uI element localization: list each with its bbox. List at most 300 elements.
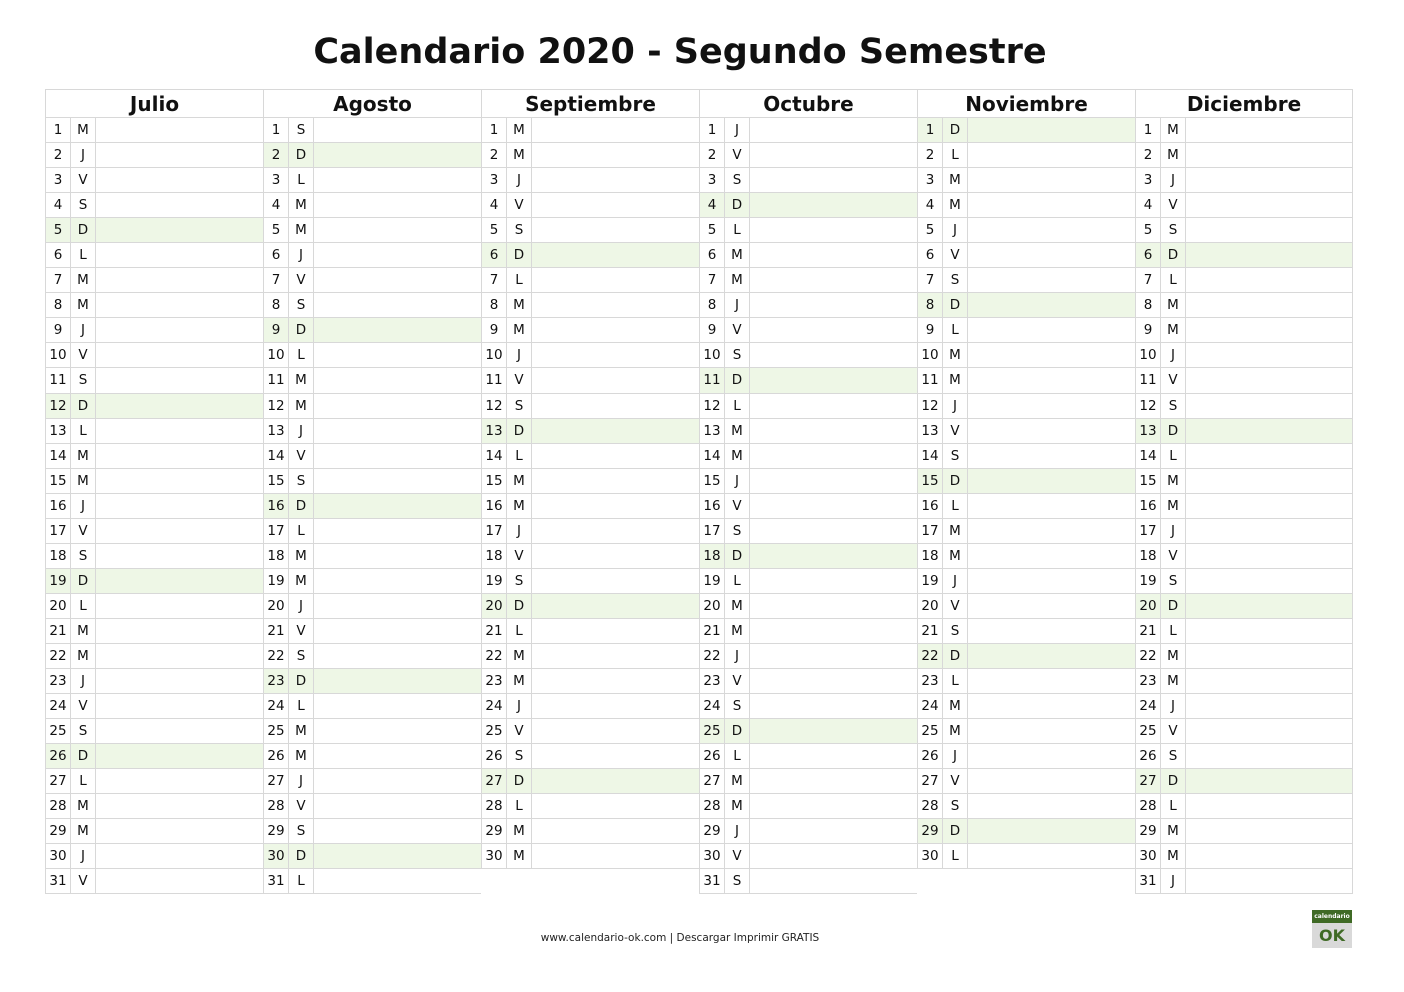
- day-note-cell: [750, 569, 917, 593]
- day-row: [45, 444, 263, 469]
- day-row: [45, 168, 263, 193]
- day-number: 7: [264, 268, 289, 292]
- day-number: 24: [1136, 694, 1161, 718]
- day-row: [263, 494, 481, 519]
- weekday-letter: J: [1161, 694, 1186, 718]
- day-number: 16: [700, 494, 725, 518]
- day-number: 20: [918, 594, 943, 618]
- day-note-cell: [968, 118, 1135, 142]
- weekday-letter: M: [725, 769, 750, 793]
- weekday-letter: V: [507, 544, 532, 568]
- semester-calendar: [45, 89, 1353, 894]
- day-number: 6: [700, 243, 725, 267]
- day-number: 17: [264, 519, 289, 543]
- day-number: 12: [1136, 394, 1161, 418]
- day-number: 3: [264, 168, 289, 192]
- day-number: 4: [264, 193, 289, 217]
- weekday-letter: V: [943, 769, 968, 793]
- weekday-letter: M: [1161, 644, 1186, 668]
- day-row: [699, 368, 917, 393]
- weekday-letter: L: [71, 243, 96, 267]
- day-note-cell: [750, 794, 917, 818]
- day-number: 19: [700, 569, 725, 593]
- day-row: [481, 368, 699, 393]
- weekday-letter: L: [943, 844, 968, 868]
- day-row: [45, 594, 263, 619]
- weekday-letter: V: [289, 444, 314, 468]
- weekday-letter: V: [71, 519, 96, 543]
- day-note-cell: [750, 168, 917, 192]
- month-header: Septiembre: [481, 89, 699, 118]
- day-row: [263, 869, 481, 894]
- day-row: [45, 193, 263, 218]
- weekday-letter: S: [943, 619, 968, 643]
- month-header: Diciembre: [1135, 89, 1353, 118]
- weekday-letter: D: [507, 769, 532, 793]
- day-number: 14: [482, 444, 507, 468]
- weekday-letter: L: [943, 143, 968, 167]
- day-note-cell: [314, 318, 481, 342]
- day-row: [1135, 844, 1353, 869]
- day-row: [1135, 569, 1353, 594]
- day-number: 27: [264, 769, 289, 793]
- day-note-cell: [750, 694, 917, 718]
- day-number: 10: [918, 343, 943, 367]
- day-number: 31: [46, 869, 71, 893]
- weekday-letter: M: [289, 744, 314, 768]
- day-number: 28: [700, 794, 725, 818]
- day-number: 3: [700, 168, 725, 192]
- day-note-cell: [314, 494, 481, 518]
- month-column-septiembre: [481, 89, 699, 894]
- weekday-letter: M: [507, 844, 532, 868]
- weekday-letter: V: [1161, 368, 1186, 392]
- day-row: [481, 243, 699, 268]
- day-row: [481, 719, 699, 744]
- day-row: [263, 368, 481, 393]
- day-note-cell: [314, 644, 481, 668]
- day-row: [699, 694, 917, 719]
- weekday-letter: L: [507, 268, 532, 292]
- day-number: 23: [700, 669, 725, 693]
- weekday-letter: J: [1161, 519, 1186, 543]
- weekday-letter: D: [507, 419, 532, 443]
- weekday-letter: J: [71, 318, 96, 342]
- day-note-cell: [968, 744, 1135, 768]
- day-note-cell: [1186, 744, 1352, 768]
- weekday-letter: L: [725, 394, 750, 418]
- day-row: [1135, 193, 1353, 218]
- weekday-letter: L: [507, 444, 532, 468]
- day-note-cell: [968, 544, 1135, 568]
- day-note-cell: [1186, 569, 1352, 593]
- day-number: 15: [46, 469, 71, 493]
- day-note-cell: [1186, 719, 1352, 743]
- weekday-letter: V: [507, 368, 532, 392]
- day-note-cell: [968, 644, 1135, 668]
- day-number: 24: [918, 694, 943, 718]
- day-number: 19: [918, 569, 943, 593]
- day-note-cell: [532, 168, 699, 192]
- day-number: 7: [482, 268, 507, 292]
- weekday-letter: D: [943, 118, 968, 142]
- day-number: 8: [46, 293, 71, 317]
- day-row: [1135, 744, 1353, 769]
- day-number: 1: [264, 118, 289, 142]
- day-note-cell: [532, 419, 699, 443]
- day-note-cell: [750, 193, 917, 217]
- day-number: 28: [264, 794, 289, 818]
- weekday-letter: L: [1161, 444, 1186, 468]
- day-row: [917, 394, 1135, 419]
- weekday-letter: D: [725, 719, 750, 743]
- day-row: [263, 293, 481, 318]
- day-note-cell: [314, 594, 481, 618]
- day-note-cell: [1186, 343, 1352, 367]
- day-note-cell: [750, 218, 917, 242]
- day-row: [45, 318, 263, 343]
- day-number: 5: [264, 218, 289, 242]
- day-note-cell: [1186, 268, 1352, 292]
- day-number: 15: [918, 469, 943, 493]
- day-number: 2: [700, 143, 725, 167]
- day-note-cell: [968, 444, 1135, 468]
- weekday-letter: D: [943, 644, 968, 668]
- day-number: 17: [1136, 519, 1161, 543]
- day-note-cell: [96, 669, 263, 693]
- day-note-cell: [968, 168, 1135, 192]
- day-row: [45, 368, 263, 393]
- weekday-letter: S: [71, 368, 96, 392]
- day-row: [1135, 168, 1353, 193]
- weekday-letter: L: [725, 218, 750, 242]
- weekday-letter: S: [725, 519, 750, 543]
- day-number: 10: [1136, 343, 1161, 367]
- weekday-letter: L: [71, 419, 96, 443]
- day-note-cell: [1186, 168, 1352, 192]
- day-number: 26: [1136, 744, 1161, 768]
- day-number: 21: [482, 619, 507, 643]
- day-note-cell: [532, 644, 699, 668]
- day-row: [481, 744, 699, 769]
- day-row: [917, 368, 1135, 393]
- weekday-letter: J: [289, 769, 314, 793]
- day-number: 7: [1136, 268, 1161, 292]
- day-note-cell: [96, 544, 263, 568]
- day-row: [481, 619, 699, 644]
- day-note-cell: [968, 594, 1135, 618]
- weekday-letter: J: [71, 494, 96, 518]
- day-number: 22: [46, 644, 71, 668]
- day-note-cell: [1186, 819, 1352, 843]
- weekday-letter: L: [725, 744, 750, 768]
- day-number: 24: [264, 694, 289, 718]
- day-note-cell: [1186, 218, 1352, 242]
- day-number: 16: [918, 494, 943, 518]
- day-number: 26: [918, 744, 943, 768]
- day-number: 30: [482, 844, 507, 868]
- day-number: 1: [918, 118, 943, 142]
- day-row: [1135, 218, 1353, 243]
- weekday-letter: L: [1161, 619, 1186, 643]
- day-number: 9: [482, 318, 507, 342]
- weekday-letter: S: [71, 544, 96, 568]
- day-number: 25: [700, 719, 725, 743]
- day-note-cell: [532, 544, 699, 568]
- day-number: 3: [482, 168, 507, 192]
- day-note-cell: [968, 143, 1135, 167]
- day-note-cell: [314, 143, 481, 167]
- day-row: [263, 419, 481, 444]
- day-number: 30: [700, 844, 725, 868]
- day-number: 9: [700, 318, 725, 342]
- day-row: [917, 494, 1135, 519]
- day-note-cell: [750, 594, 917, 618]
- day-note-cell: [1186, 619, 1352, 643]
- weekday-letter: J: [507, 168, 532, 192]
- weekday-letter: M: [289, 193, 314, 217]
- day-number: 26: [46, 744, 71, 768]
- day-note-cell: [532, 819, 699, 843]
- weekday-letter: S: [1161, 744, 1186, 768]
- day-number: 10: [264, 343, 289, 367]
- day-note-cell: [96, 719, 263, 743]
- day-row: [481, 343, 699, 368]
- weekday-letter: V: [725, 318, 750, 342]
- day-row: [917, 168, 1135, 193]
- day-row: [1135, 494, 1353, 519]
- day-row: [917, 669, 1135, 694]
- day-note-cell: [96, 143, 263, 167]
- weekday-letter: M: [725, 594, 750, 618]
- day-note-cell: [314, 243, 481, 267]
- weekday-letter: L: [725, 569, 750, 593]
- day-number: 24: [46, 694, 71, 718]
- day-number: 4: [918, 193, 943, 217]
- day-row: [699, 569, 917, 594]
- day-note-cell: [968, 519, 1135, 543]
- weekday-letter: V: [943, 243, 968, 267]
- day-number: 19: [264, 569, 289, 593]
- day-row: [699, 744, 917, 769]
- day-number: 14: [264, 444, 289, 468]
- day-number: 30: [918, 844, 943, 868]
- day-row: [45, 619, 263, 644]
- day-row: [699, 819, 917, 844]
- day-number: 15: [264, 469, 289, 493]
- day-number: 24: [482, 694, 507, 718]
- day-note-cell: [1186, 143, 1352, 167]
- day-note-cell: [96, 469, 263, 493]
- day-note-cell: [1186, 243, 1352, 267]
- day-row: [699, 293, 917, 318]
- day-number: 21: [918, 619, 943, 643]
- weekday-letter: J: [507, 694, 532, 718]
- weekday-letter: S: [943, 444, 968, 468]
- day-number: 22: [700, 644, 725, 668]
- day-number: 7: [46, 268, 71, 292]
- day-note-cell: [968, 469, 1135, 493]
- weekday-letter: S: [289, 644, 314, 668]
- day-note-cell: [750, 544, 917, 568]
- day-note-cell: [968, 268, 1135, 292]
- day-note-cell: [750, 669, 917, 693]
- day-number: 20: [46, 594, 71, 618]
- day-number: 25: [918, 719, 943, 743]
- logo-bottom-text: OK: [1312, 923, 1352, 948]
- day-note-cell: [532, 318, 699, 342]
- day-note-cell: [314, 118, 481, 142]
- day-note-cell: [968, 243, 1135, 267]
- day-row: [481, 594, 699, 619]
- weekday-letter: M: [1161, 469, 1186, 493]
- day-row: [917, 844, 1135, 869]
- day-note-cell: [96, 268, 263, 292]
- day-number: 26: [700, 744, 725, 768]
- day-number: 29: [918, 819, 943, 843]
- day-row: [1135, 444, 1353, 469]
- day-row: [481, 669, 699, 694]
- weekday-letter: D: [1161, 419, 1186, 443]
- day-number: 13: [46, 419, 71, 443]
- weekday-letter: V: [943, 419, 968, 443]
- weekday-letter: M: [943, 368, 968, 392]
- day-row: [1135, 669, 1353, 694]
- day-note-cell: [750, 819, 917, 843]
- day-number: 2: [1136, 143, 1161, 167]
- weekday-letter: J: [289, 419, 314, 443]
- weekday-letter: D: [289, 669, 314, 693]
- weekday-letter: J: [725, 293, 750, 317]
- day-row: [45, 769, 263, 794]
- day-number: 6: [918, 243, 943, 267]
- weekday-letter: V: [725, 494, 750, 518]
- day-note-cell: [96, 694, 263, 718]
- weekday-letter: L: [289, 168, 314, 192]
- day-note-cell: [750, 118, 917, 142]
- day-number: 12: [918, 394, 943, 418]
- weekday-letter: D: [289, 844, 314, 868]
- weekday-letter: D: [71, 218, 96, 242]
- weekday-letter: D: [1161, 769, 1186, 793]
- day-row: [699, 869, 917, 894]
- day-number: 21: [700, 619, 725, 643]
- day-row: [45, 494, 263, 519]
- day-number: 9: [1136, 318, 1161, 342]
- day-row: [45, 143, 263, 168]
- day-note-cell: [1186, 444, 1352, 468]
- day-row: [917, 243, 1135, 268]
- weekday-letter: M: [1161, 293, 1186, 317]
- weekday-letter: M: [71, 444, 96, 468]
- weekday-letter: S: [289, 819, 314, 843]
- day-number: 1: [700, 118, 725, 142]
- day-number: 11: [700, 368, 725, 392]
- weekday-letter: J: [71, 143, 96, 167]
- day-note-cell: [96, 769, 263, 793]
- day-note-cell: [968, 819, 1135, 843]
- day-note-cell: [532, 494, 699, 518]
- calendario-ok-logo[interactable]: [1312, 910, 1352, 948]
- day-row: [481, 694, 699, 719]
- day-number: 31: [1136, 869, 1161, 893]
- day-number: 16: [482, 494, 507, 518]
- weekday-letter: L: [71, 594, 96, 618]
- weekday-letter: J: [71, 844, 96, 868]
- weekday-letter: J: [725, 118, 750, 142]
- day-row: [1135, 293, 1353, 318]
- day-note-cell: [750, 619, 917, 643]
- day-number: 25: [46, 719, 71, 743]
- day-row: [699, 719, 917, 744]
- day-number: 28: [918, 794, 943, 818]
- day-row: [917, 143, 1135, 168]
- weekday-letter: V: [71, 168, 96, 192]
- day-number: 18: [918, 544, 943, 568]
- weekday-letter: V: [71, 694, 96, 718]
- day-row: [481, 394, 699, 419]
- day-note-cell: [314, 444, 481, 468]
- day-number: 15: [482, 469, 507, 493]
- day-number: 23: [264, 669, 289, 693]
- month-header: Agosto: [263, 89, 481, 118]
- weekday-letter: V: [289, 794, 314, 818]
- day-note-cell: [532, 694, 699, 718]
- day-number: 4: [46, 193, 71, 217]
- day-note-cell: [96, 494, 263, 518]
- day-note-cell: [1186, 469, 1352, 493]
- day-row: [699, 193, 917, 218]
- day-note-cell: [314, 619, 481, 643]
- weekday-letter: M: [507, 669, 532, 693]
- day-number: 2: [482, 143, 507, 167]
- day-note-cell: [96, 444, 263, 468]
- weekday-letter: L: [943, 318, 968, 342]
- day-note-cell: [532, 519, 699, 543]
- day-number: 1: [46, 118, 71, 142]
- day-note-cell: [314, 293, 481, 317]
- day-number: 24: [700, 694, 725, 718]
- day-row: [263, 118, 481, 143]
- day-row: [263, 719, 481, 744]
- day-note-cell: [314, 844, 481, 868]
- day-number: 15: [700, 469, 725, 493]
- day-note-cell: [532, 444, 699, 468]
- day-note-cell: [968, 419, 1135, 443]
- day-note-cell: [532, 193, 699, 217]
- day-note-cell: [1186, 869, 1352, 893]
- day-row: [263, 394, 481, 419]
- month-header: Octubre: [699, 89, 917, 118]
- weekday-letter: S: [943, 794, 968, 818]
- weekday-letter: L: [289, 343, 314, 367]
- day-row: [45, 243, 263, 268]
- weekday-letter: D: [943, 293, 968, 317]
- day-note-cell: [750, 268, 917, 292]
- day-number: 4: [482, 193, 507, 217]
- day-row: [45, 744, 263, 769]
- day-note-cell: [1186, 118, 1352, 142]
- day-number: 11: [482, 368, 507, 392]
- weekday-letter: S: [289, 469, 314, 493]
- weekday-letter: D: [507, 594, 532, 618]
- day-note-cell: [96, 318, 263, 342]
- day-number: 31: [264, 869, 289, 893]
- day-number: 12: [482, 394, 507, 418]
- day-row: [481, 644, 699, 669]
- day-row: [1135, 268, 1353, 293]
- day-number: 8: [264, 293, 289, 317]
